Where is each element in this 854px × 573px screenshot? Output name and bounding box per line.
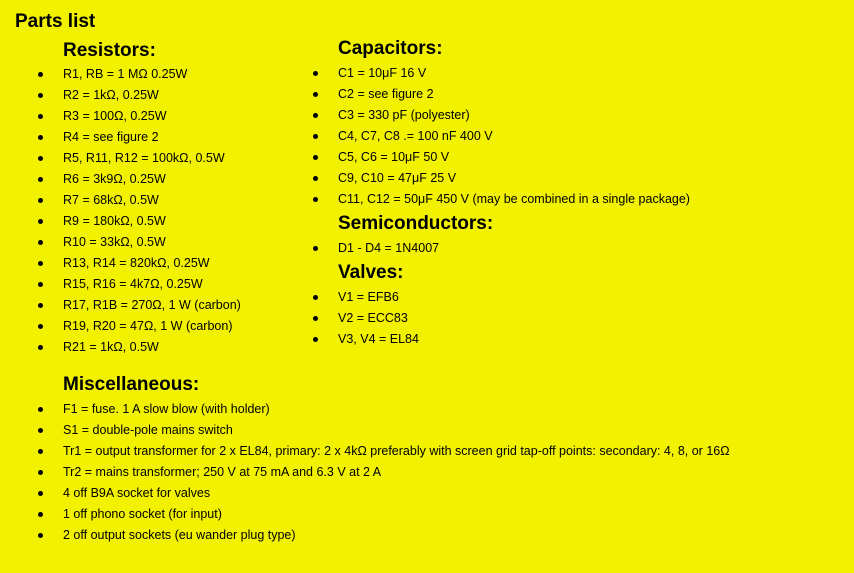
list-item	[0, 238, 854, 259]
valves-list	[0, 287, 854, 350]
list-item-text: Tr2 = mains transformer; 250 V at 75 mA and 6.3 V at 2 A	[63, 465, 382, 479]
semiconductors-list	[0, 238, 854, 259]
list-item-text: R7 = 68kΩ, 0.5W	[63, 193, 159, 207]
list-item-text: R1, RB = 1 MΩ 0.25W	[63, 67, 188, 81]
list-item	[0, 483, 854, 504]
bullet-icon	[313, 71, 318, 76]
list-item-text: 2 off output sockets (eu wander plug type)	[63, 528, 296, 542]
bullet-icon	[313, 337, 318, 342]
list-item-text: C5, C6 = 10μF 50 V	[338, 150, 450, 164]
bullet-icon	[313, 295, 318, 300]
list-item	[0, 287, 854, 308]
bullet-icon	[38, 533, 43, 538]
resistors-heading: Resistors:	[63, 40, 156, 61]
list-item-text: R3 = 100Ω, 0.25W	[63, 109, 167, 123]
list-item	[0, 525, 854, 546]
list-item	[0, 504, 854, 525]
list-item-text: R19, R20 = 47Ω, 1 W (carbon)	[63, 319, 233, 333]
list-item	[0, 105, 854, 126]
bullet-icon	[38, 261, 43, 266]
list-item	[0, 84, 854, 105]
list-item	[0, 147, 854, 168]
semiconductors-heading: Semiconductors:	[338, 213, 494, 234]
bullet-icon	[313, 176, 318, 181]
bullet-icon	[38, 512, 43, 517]
list-item-text: C2 = see figure 2	[338, 87, 434, 101]
list-item-text: R4 = see figure 2	[63, 130, 159, 144]
list-item	[0, 441, 854, 462]
list-item-text: R15, R16 = 4k7Ω, 0.25W	[63, 277, 203, 291]
list-item-text: R17, R1B = 270Ω, 1 W (carbon)	[63, 298, 241, 312]
list-item	[0, 63, 854, 84]
list-item-text: F1 = fuse. 1 A slow blow (with holder)	[63, 402, 270, 416]
list-item-text: D1 - D4 = 1N4007	[338, 241, 440, 255]
list-item-text: V2 = ECC83	[338, 311, 408, 325]
bullet-icon	[38, 470, 43, 475]
list-item-text: R13, R14 = 820kΩ, 0.25W	[63, 256, 210, 270]
list-item	[0, 420, 854, 441]
bullet-icon	[313, 113, 318, 118]
list-item-text: R2 = 1kΩ, 0.25W	[63, 88, 159, 102]
valves-heading: Valves:	[338, 262, 404, 283]
list-item	[0, 211, 320, 232]
bullet-icon	[313, 246, 318, 251]
bullet-icon	[38, 219, 43, 224]
list-item-text: R10 = 33kΩ, 0.5W	[63, 235, 166, 249]
bullet-icon	[313, 92, 318, 97]
capacitors-heading: Capacitors:	[338, 38, 443, 59]
bullet-icon	[38, 407, 43, 412]
list-item-text: C9, C10 = 47μF 25 V	[338, 171, 457, 185]
list-item-text: 4 off B9A socket for valves	[63, 486, 211, 500]
list-item-text: R9 = 180kΩ, 0.5W	[63, 214, 166, 228]
miscellaneous-list	[0, 399, 854, 546]
list-item	[0, 189, 854, 210]
bullet-icon	[313, 155, 318, 160]
bullet-icon	[38, 491, 43, 496]
miscellaneous-heading: Miscellaneous:	[63, 374, 200, 395]
capacitors-list	[0, 63, 854, 210]
bullet-icon	[38, 449, 43, 454]
list-item-text: V3, V4 = EL84	[338, 332, 419, 346]
list-item-text: C4, C7, C8 .= 100 nF 400 V	[338, 129, 493, 143]
list-item-text: R21 = 1kΩ, 0.5W	[63, 340, 159, 354]
list-item	[0, 462, 854, 483]
bullet-icon	[313, 316, 318, 321]
list-item-text: R5, R11, R12 = 100kΩ, 0.5W	[63, 151, 225, 165]
list-item-text: C3 = 330 pF (polyester)	[338, 108, 470, 122]
list-item-text: 1 off phono socket (for input)	[63, 507, 222, 521]
page-title: Parts list	[15, 11, 96, 32]
list-item-text: C1 = 10μF 16 V	[338, 66, 427, 80]
list-item-text: C11, C12 = 50μF 450 V (may be combined in a single package)	[338, 192, 690, 206]
list-item-text: R6 = 3k9Ω, 0.25W	[63, 172, 166, 186]
bullet-icon	[38, 428, 43, 433]
list-item	[0, 399, 854, 420]
list-item	[0, 126, 854, 147]
list-item	[0, 308, 854, 329]
list-item	[0, 168, 854, 189]
list-item-text: S1 = double-pole mains switch	[63, 423, 233, 437]
bullet-icon	[313, 134, 318, 139]
list-item-text: V1 = EFB6	[338, 290, 399, 304]
list-item	[0, 329, 854, 350]
bullet-icon	[313, 197, 318, 202]
list-item-text: Tr1 = output transformer for 2 x EL84, primary: 2 x 4kΩ preferably with screen grid tap-off points: secondary: 4, 8, or 16Ω	[63, 444, 730, 458]
